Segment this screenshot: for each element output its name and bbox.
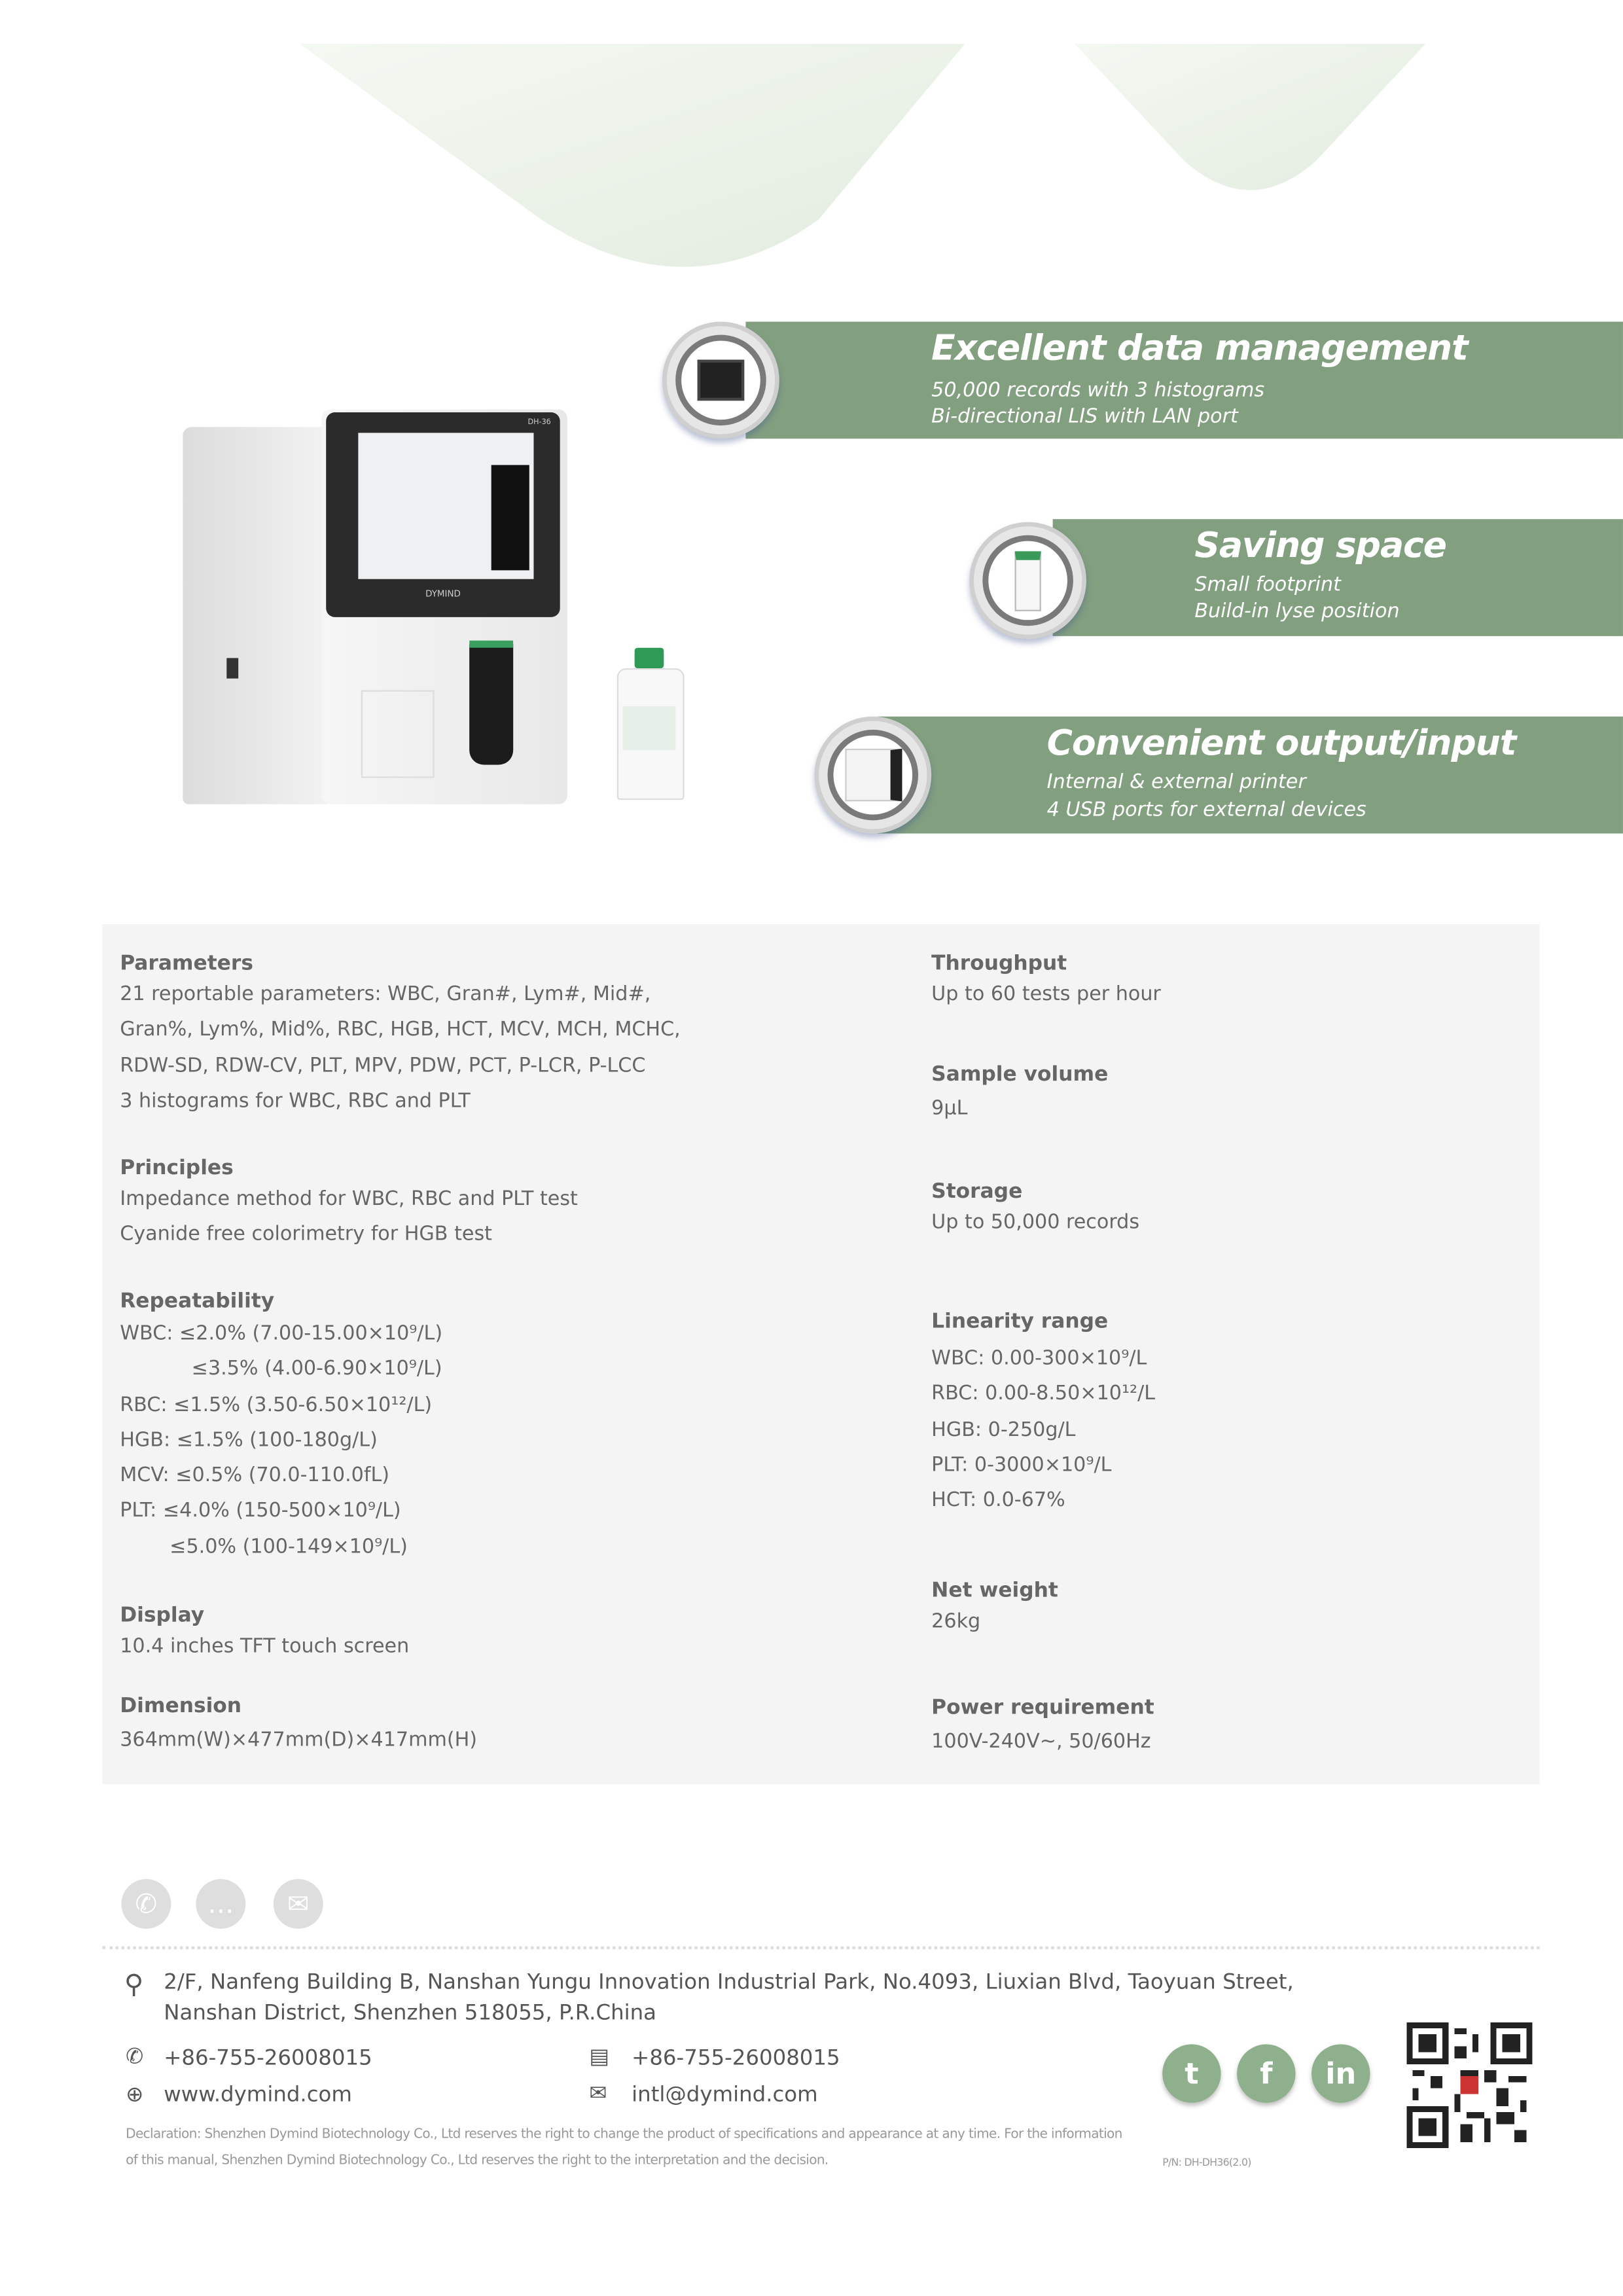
spec-heading-linearity: Linearity range	[931, 1310, 1109, 1334]
spec-line: Impedance method for WBC, RBC and PLT test	[120, 1187, 578, 1211]
spec-line: WBC: 0.00-300×10⁹/L	[931, 1346, 1147, 1371]
reagent-bottle-image	[617, 648, 681, 797]
spec-value-throughput: Up to 60 tests per hour	[931, 982, 1161, 1007]
device-model: DH-36	[527, 418, 551, 427]
spec-line: RBC: 0.00-8.50×10¹²/L	[931, 1382, 1156, 1406]
fax-icon: ▤	[589, 2045, 609, 2070]
spec-value-net-weight: 26kg	[931, 1609, 981, 1634]
feature-title: Saving space	[1194, 525, 1446, 566]
spec-line: HCT: 0.0-67%	[931, 1488, 1065, 1513]
phone-icon: ✆	[126, 2045, 144, 2070]
spec-line: 21 reportable parameters: WBC, Gran#, Lym#, Mid#,	[120, 982, 651, 1007]
feature-title: Excellent data management	[931, 327, 1468, 369]
spec-heading-principles: Principles	[120, 1157, 234, 1180]
mail-contact-icon[interactable]: ✉	[274, 1879, 323, 1929]
address-line: Nanshan District, Shenzhen 518055, P.R.China	[164, 2001, 657, 2026]
spec-heading-sample-volume: Sample volume	[931, 1063, 1109, 1087]
spec-line: RDW-SD, RDW-CV, PLT, MPV, PDW, PCT, P-LCR, P-LCC	[120, 1053, 646, 1077]
spec-line: WBC: ≤2.0% (7.00-15.00×10⁹/L)	[120, 1321, 443, 1346]
feature-title: Convenient output/input	[1046, 722, 1516, 764]
spec-line: MCV: ≤0.5% (70.0-110.0fL)	[120, 1463, 390, 1488]
specifications-panel	[102, 924, 1539, 1784]
device-brand: DYMIND	[425, 589, 461, 600]
phone-contact-icon[interactable]: ✆	[121, 1879, 171, 1929]
touchscreen-icon	[662, 322, 779, 439]
spec-heading-parameters: Parameters	[120, 952, 253, 976]
decorative-header-shapes	[0, 0, 1623, 293]
part-number: P/N: DH-DH36(2.0)	[1162, 2157, 1251, 2169]
feature-line: Small footprint	[1194, 573, 1341, 597]
spec-value-parameters	[120, 977, 681, 1119]
footer-divider	[102, 1946, 1539, 1949]
spec-line: PLT: 0-3000×10⁹/L	[931, 1453, 1112, 1477]
website-link[interactable]: www.dymind.com	[164, 2083, 352, 2108]
spec-value-linearity	[931, 1341, 1155, 1518]
declaration-text: Declaration: Shenzhen Dymind Biotechnology Co., Ltd reserves the right to change the product of specifications and appearance at any time. For the information	[126, 2127, 1122, 2143]
address-line: 2/F, Nanfeng Building B, Nanshan Yungu Innovation Industrial Park, No.4093, Liuxian Blvd, Taoyuan Street,	[164, 1971, 1294, 1995]
declaration-text: of this manual, Shenzhen Dymind Biotechnology Co., Ltd reserves the right to the interpretation and the decision.	[126, 2153, 829, 2169]
spec-line: PLT: ≤4.0% (150-500×10⁹/L)	[120, 1499, 401, 1523]
spec-line: ≤3.5% (4.00-6.90×10⁹/L)	[191, 1357, 442, 1381]
spec-line: Gran%, Lym%, Mid%, RBC, HGB, HCT, MCV, MCH, MCHC,	[120, 1018, 681, 1042]
twitter-icon[interactable]: t	[1162, 2044, 1221, 2102]
fax-number: +86-755-26008015	[632, 2047, 840, 2071]
spec-heading-power: Power requirement	[931, 1696, 1154, 1720]
qr-code	[1406, 2022, 1532, 2148]
spec-value-display: 10.4 inches TFT touch screen	[120, 1634, 410, 1659]
phone-number: +86-755-26008015	[164, 2047, 372, 2071]
spec-value-storage: Up to 50,000 records	[931, 1210, 1140, 1234]
spec-heading-throughput: Throughput	[931, 952, 1067, 976]
spec-value-power: 100V-240V~, 50/60Hz	[931, 1730, 1151, 1753]
reagent-bottle-icon	[969, 522, 1086, 639]
spec-heading-net-weight: Net weight	[931, 1579, 1058, 1603]
spec-heading-dimension: Dimension	[120, 1695, 242, 1719]
location-pin-icon: ⚲	[124, 1969, 144, 2001]
spec-line: Cyanide free colorimetry for HGB test	[120, 1223, 493, 1247]
spec-line: RBC: ≤1.5% (3.50-6.50×10¹²/L)	[120, 1393, 433, 1417]
spec-heading-display: Display	[120, 1604, 205, 1628]
spec-value-repeatability	[120, 1316, 442, 1565]
spec-line: HGB: 0-250g/L	[931, 1418, 1076, 1442]
feature-line: 4 USB ports for external devices	[1046, 798, 1366, 822]
spec-value-principles	[120, 1181, 578, 1253]
spec-line: ≤5.0% (100-149×10⁹/L)	[169, 1535, 408, 1559]
printer-icon	[814, 717, 931, 834]
facebook-icon[interactable]: f	[1237, 2044, 1295, 2102]
spec-heading-repeatability: Repeatability	[120, 1289, 275, 1314]
feature-line: Internal & external printer	[1046, 770, 1306, 795]
spec-line: HGB: ≤1.5% (100-180g/L)	[120, 1428, 378, 1452]
spec-value-sample-volume: 9μL	[931, 1096, 968, 1121]
spec-heading-storage: Storage	[931, 1179, 1023, 1204]
spec-line: 3 histograms for WBC, RBC and PLT	[120, 1089, 471, 1113]
chat-contact-icon[interactable]: …	[196, 1879, 245, 1929]
feature-line: Bi-directional LIS with LAN port	[931, 404, 1238, 429]
linkedin-icon[interactable]: in	[1311, 2044, 1370, 2102]
feature-line: 50,000 records with 3 histograms	[931, 378, 1265, 403]
feature-line: Build-in lyse position	[1194, 600, 1400, 623]
email-icon: ✉	[589, 2082, 607, 2106]
hematology-analyzer-image	[183, 410, 570, 812]
globe-icon: ⊕	[126, 2083, 144, 2108]
email-link[interactable]: intl@dymind.com	[632, 2083, 818, 2108]
spec-value-dimension: 364mm(W)×477mm(D)×417mm(H)	[120, 1728, 478, 1752]
